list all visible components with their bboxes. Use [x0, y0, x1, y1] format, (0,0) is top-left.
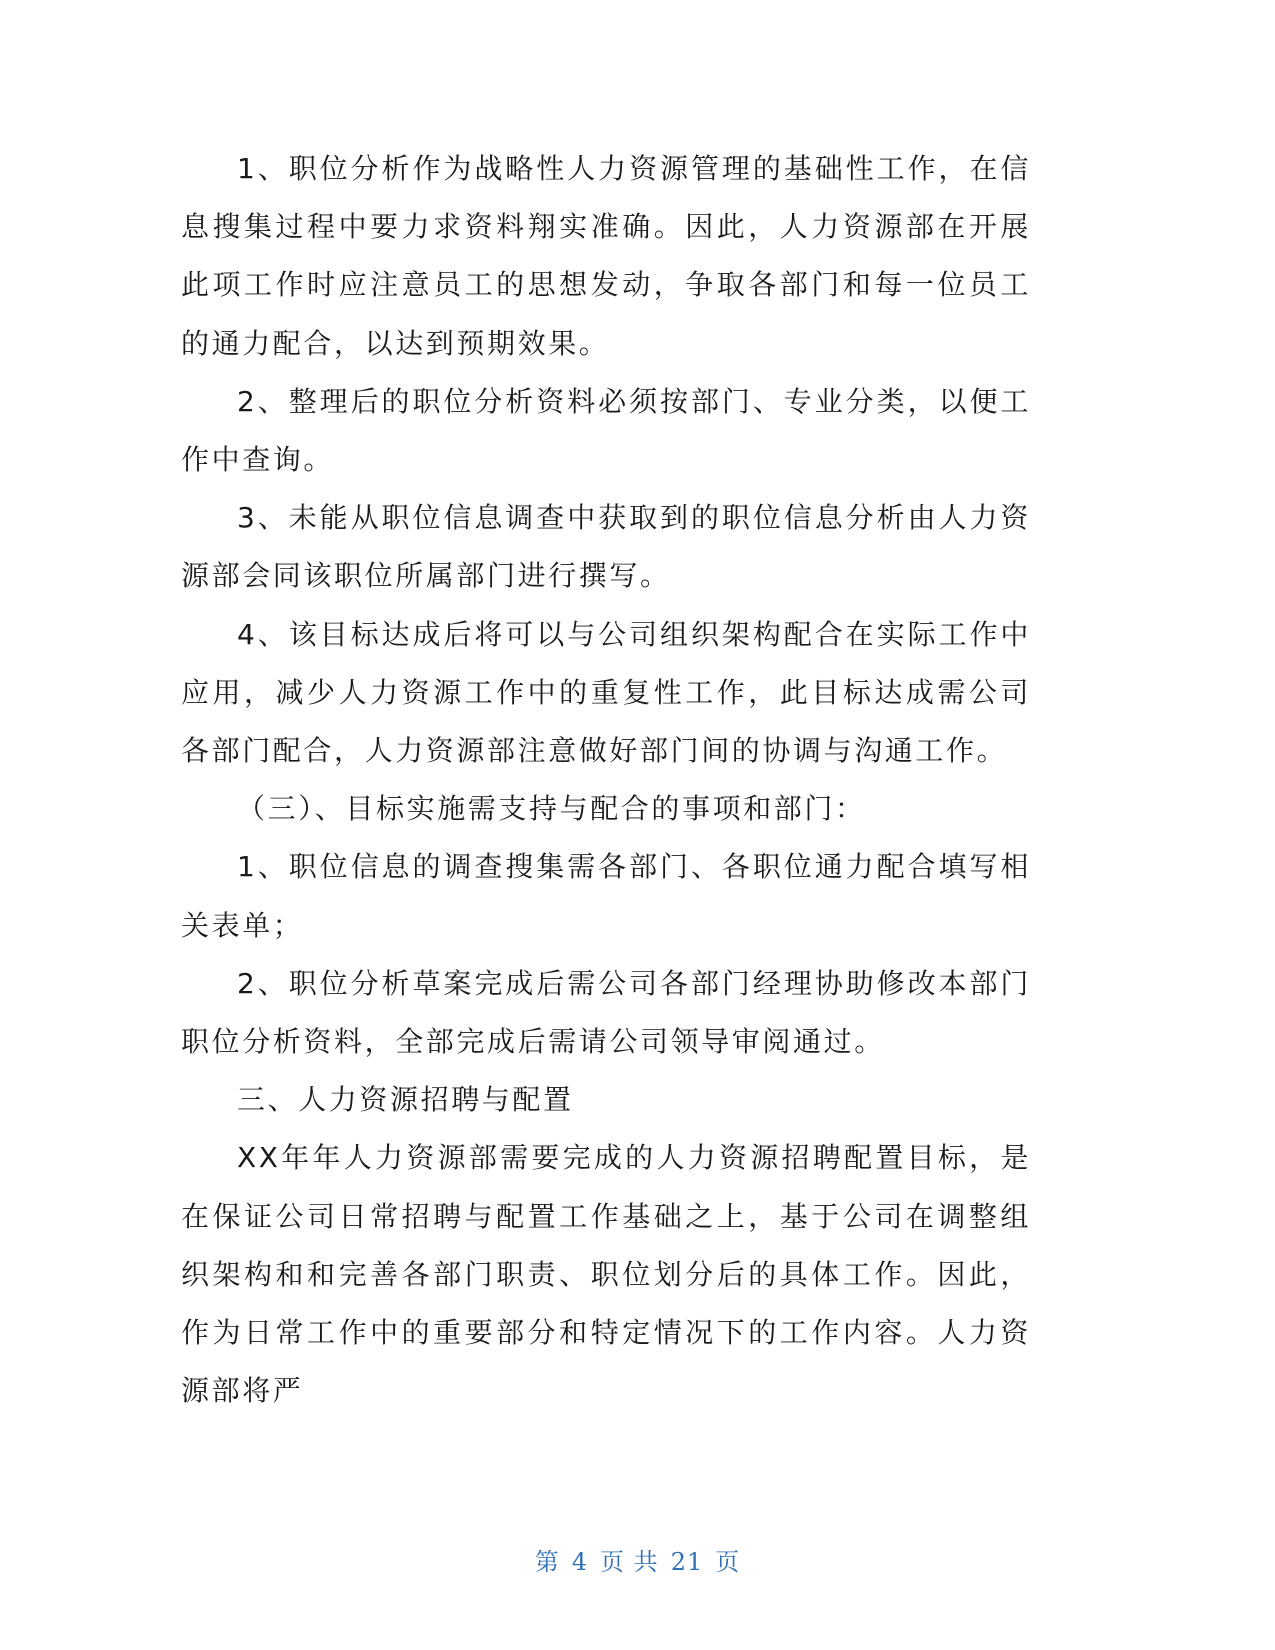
- paragraph: XX年年人力资源部需要完成的人力资源招聘配置目标，是在保证公司日常招聘与配置工作基础之上，基于公司在调整组织架构和和完善各部门职责、职位划分后的具体工作。因此，作为日常工作中的重要部分和特定情况下的工作内容。人力资源部将严: [181, 1141, 1031, 1408]
- paragraph: 2、职位分析草案完成后需公司各部门经理协助修改本部门职位分析资料，全部完成后需请公司领导审阅通过。: [181, 966, 1031, 1059]
- current-page-number: 4: [571, 1548, 589, 1576]
- total-pages-number: 21: [670, 1548, 704, 1576]
- paragraph: 3、未能从职位信息调查中获取到的职位信息分析由人力资源部会同该职位所属部门进行撰写。: [181, 501, 1031, 593]
- paragraph: 1、职位信息的调查搜集需各部门、各职位通力配合填写相关表单；: [181, 850, 1031, 942]
- page-label-suffix: 页: [715, 1548, 741, 1576]
- section-heading: 三、人力资源招聘与配置: [237, 1083, 574, 1117]
- page-label-mid: 页 共: [600, 1548, 659, 1576]
- paragraph: 2、整理后的职位分析资料必须按部门、专业分类，以便工作中查询。: [181, 384, 1031, 477]
- section-heading: （三）、目标实施需支持与配合的事项和部门：: [237, 792, 866, 826]
- document-body: [181, 140, 1031, 1420]
- page-label-prefix: 第: [534, 1548, 560, 1576]
- paragraph: 4、该目标达成后将可以与公司组织架构配合在实际工作中应用，减少人力资源工作中的重复性工作，此目标达成需公司各部门配合，人力资源部注意做好部门间的协调与沟通工作。: [181, 617, 1031, 768]
- paragraph: 1、职位分析作为战略性人力资源管理的基础性工作，在信息搜集过程中要力求资料翔实准确。因此，人力资源部在开展此项工作时应注意员工的思想发动，争取各部门和每一位员工的通力配合，以达到预期效果。: [181, 152, 1031, 360]
- page-footer: [0, 1542, 1275, 1577]
